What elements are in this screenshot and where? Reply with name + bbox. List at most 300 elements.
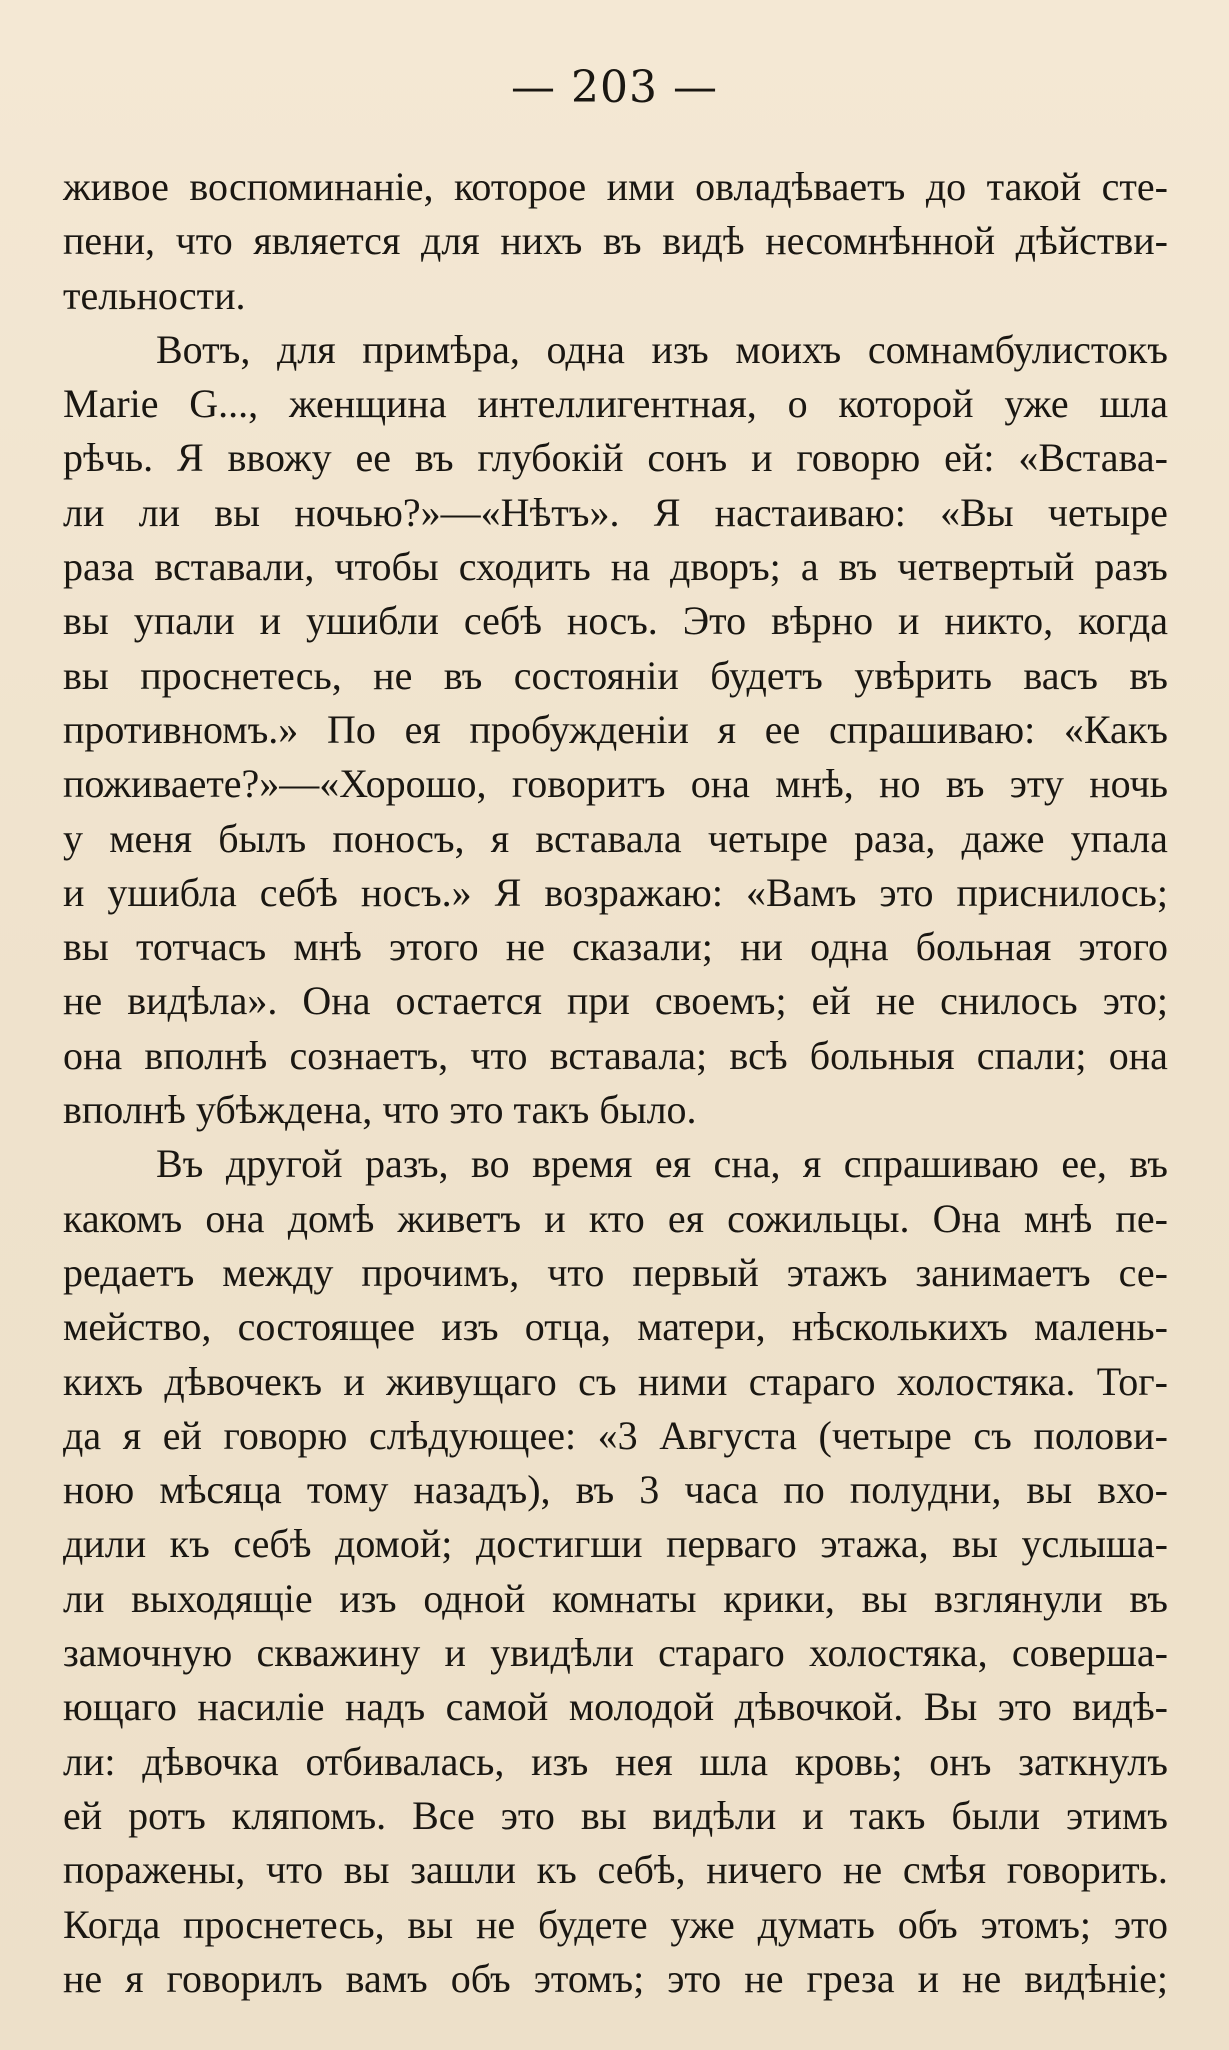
word: въ: [602, 218, 642, 264]
word: до: [925, 164, 967, 209]
word: такъ: [849, 1792, 926, 1838]
text-line: [63, 1898, 1168, 1952]
word: во: [470, 1141, 510, 1187]
text-line: [63, 214, 1168, 268]
word: это: [1113, 1901, 1168, 1947]
word: интеллигентная,: [477, 381, 757, 427]
word: вы: [952, 1521, 998, 1567]
word: домой;: [334, 1521, 453, 1567]
word: проснетесь,: [183, 1901, 385, 1947]
text-line: [63, 1680, 1168, 1734]
word: онъ: [929, 1738, 992, 1784]
word: сомнамбулистокъ: [867, 326, 1168, 372]
word: вставала: [535, 815, 682, 861]
word: ее,: [1061, 1141, 1107, 1187]
text-line: [63, 160, 1168, 214]
word: четыре: [707, 815, 828, 861]
word: мнѣ: [293, 924, 362, 970]
word: говорю: [223, 1412, 348, 1458]
word: ее: [355, 435, 392, 481]
word: въ: [443, 652, 483, 698]
word: раза,: [854, 815, 936, 861]
word: это: [449, 1087, 514, 1133]
text-line: [63, 486, 1168, 540]
word: ей: [63, 1792, 103, 1838]
word: васъ: [1023, 652, 1098, 698]
word: шла: [699, 1738, 769, 1784]
word: сонъ: [647, 435, 728, 481]
text-line: [63, 1192, 1168, 1246]
word: которое: [454, 164, 587, 209]
word: Она: [302, 978, 371, 1024]
word: замочную: [63, 1630, 233, 1676]
word: «Вы: [940, 489, 1014, 535]
word: къ: [169, 1521, 210, 1567]
word: настаиваю:: [714, 489, 906, 535]
body-text: [63, 160, 1168, 2006]
word: когда: [1078, 598, 1168, 644]
word: я: [802, 1141, 822, 1187]
word: сожильцы.: [727, 1195, 910, 1241]
word: но: [879, 761, 921, 807]
word: вы: [214, 489, 261, 535]
word: своемъ;: [654, 978, 787, 1024]
word: въ: [414, 435, 454, 481]
word: спрашиваю:: [828, 706, 1036, 752]
text-line: [63, 323, 1168, 377]
word: и: [259, 598, 281, 644]
word: зашли: [410, 1847, 516, 1893]
word: она: [205, 1195, 265, 1241]
word: комнаты: [552, 1575, 697, 1621]
word: проснетесь,: [140, 652, 342, 698]
word: видѣ-: [1072, 1684, 1168, 1730]
word: вы: [343, 1847, 390, 1893]
word: крики,: [723, 1575, 835, 1621]
word: вставали,: [154, 544, 315, 590]
word: для: [420, 218, 480, 264]
word: были: [951, 1792, 1040, 1838]
word: «Встава-: [1018, 435, 1168, 481]
word: вхо-: [1097, 1467, 1168, 1513]
word: редаетъ: [63, 1249, 195, 1295]
word: вы: [63, 924, 109, 970]
word: что: [547, 1249, 605, 1295]
word: вѣрно: [771, 598, 874, 644]
word: говорю: [796, 435, 921, 481]
word: кихъ: [63, 1358, 143, 1404]
word: вы: [63, 652, 109, 698]
word: занимаетъ: [915, 1249, 1091, 1295]
word: этого: [389, 924, 479, 970]
word: Тог-: [1096, 1358, 1168, 1404]
word: одна: [810, 924, 889, 970]
text-line: [63, 269, 1168, 323]
word: тельности.: [63, 272, 246, 318]
word: что: [470, 1032, 528, 1078]
text-line: [63, 1952, 1168, 2006]
word: въ: [575, 1467, 615, 1513]
word: этажа,: [820, 1521, 929, 1567]
word: изъ: [651, 326, 709, 372]
word: назадъ),: [413, 1467, 551, 1513]
word: Она: [932, 1195, 1001, 1241]
word: живетъ: [397, 1195, 522, 1241]
word: я: [490, 815, 510, 861]
word: она: [690, 761, 750, 807]
word: эту: [1009, 761, 1064, 807]
word: ей: [162, 1412, 202, 1458]
word: слѣдующее:: [368, 1412, 577, 1458]
text-line: [63, 1843, 1168, 1897]
word: сте-: [1101, 164, 1168, 209]
word: дворъ;: [670, 544, 781, 590]
word: ей: [811, 978, 851, 1024]
word: ея: [404, 706, 441, 752]
word: разъ: [1094, 544, 1168, 590]
word: состоящее: [237, 1304, 416, 1350]
word: убѣждена,: [195, 1087, 383, 1133]
word: она: [1108, 1032, 1168, 1078]
word: и: [802, 1792, 824, 1838]
word: выходящіе: [131, 1575, 313, 1621]
word: по: [783, 1467, 825, 1513]
word: никто,: [944, 598, 1054, 644]
word: пробужденіи: [469, 706, 689, 752]
word: Когда: [63, 1901, 161, 1947]
word: и: [343, 1358, 365, 1404]
word: нѣсколькихъ: [791, 1304, 1008, 1350]
word: тотчасъ: [135, 924, 267, 970]
word: для: [276, 326, 336, 372]
word: это: [667, 1955, 722, 2001]
text-line: [63, 1735, 1168, 1789]
word: ушибла: [107, 869, 237, 915]
word: этомъ;: [533, 1955, 645, 2001]
word: мнѣ,: [775, 761, 854, 807]
word: будете: [537, 1901, 648, 1947]
text-line: [63, 1626, 1168, 1680]
word: вы: [1026, 1467, 1073, 1513]
word: этажъ: [786, 1249, 888, 1295]
text-line: [63, 1246, 1168, 1300]
text-line: [63, 1137, 1168, 1191]
word: холостяка.: [896, 1358, 1076, 1404]
word: а: [800, 544, 819, 590]
word: въ: [1129, 652, 1168, 698]
word: мѣсяца: [159, 1467, 282, 1513]
word: остается: [395, 978, 542, 1024]
word: насиліе: [197, 1684, 325, 1730]
word: отца,: [524, 1304, 611, 1350]
word: (четыре: [818, 1412, 952, 1458]
word: одна: [546, 326, 625, 372]
word: и: [917, 1955, 940, 2001]
word: видѣніе;: [1024, 1955, 1168, 2001]
word: Я: [176, 435, 204, 481]
word: полови-: [1033, 1412, 1168, 1458]
word: у: [63, 815, 83, 861]
word: стараго: [748, 1358, 876, 1404]
word: полудни,: [849, 1467, 1002, 1513]
word: G...,: [189, 381, 259, 427]
text-line: [63, 1409, 1168, 1463]
word: моихъ: [735, 326, 842, 372]
word: уже: [670, 1901, 735, 1947]
word: ее: [764, 706, 801, 752]
word: Я: [494, 869, 522, 915]
word: въ: [1129, 1575, 1168, 1621]
word: дѣйстви-: [1015, 218, 1168, 264]
word: ввожу: [227, 435, 332, 481]
word: четыре: [1047, 489, 1168, 535]
word: малень-: [1034, 1304, 1168, 1350]
word: видѣли: [652, 1792, 777, 1838]
text-line: [63, 757, 1168, 811]
word: спрашиваю: [843, 1141, 1039, 1187]
word: нихъ: [500, 218, 583, 264]
text-line: [63, 1789, 1168, 1843]
word: примѣра,: [362, 326, 520, 372]
text-line: [63, 974, 1168, 1028]
word: о: [787, 381, 808, 427]
word: не: [475, 1901, 516, 1947]
page-number: — 203 —: [511, 62, 718, 113]
word: говорилъ: [166, 1955, 323, 2001]
word: ли: [63, 489, 105, 535]
word: ною: [63, 1467, 135, 1513]
word: объ: [450, 1955, 511, 2001]
word: чтобы: [334, 544, 439, 590]
word: поносъ,: [332, 815, 465, 861]
word: себѣ: [233, 1521, 312, 1567]
word: я: [122, 1412, 142, 1458]
text-line: [63, 1083, 1168, 1137]
word: мейство,: [63, 1304, 212, 1350]
word: молодой: [568, 1684, 715, 1730]
word: говоритъ: [511, 761, 666, 807]
word: носъ.: [566, 598, 658, 644]
word: упала: [1070, 815, 1168, 861]
word: да: [63, 1412, 102, 1458]
text-line: [63, 377, 1168, 431]
word: больная: [915, 924, 1052, 970]
text-line: [63, 703, 1168, 757]
word: меня: [109, 815, 193, 861]
word: поживаете?»—«Хорошо,: [63, 761, 487, 807]
word: я: [125, 1955, 144, 2001]
word: «Вамъ: [745, 869, 857, 915]
word: всѣ: [729, 1032, 788, 1078]
word: въ: [945, 761, 985, 807]
word: и: [544, 1195, 566, 1241]
word: которой: [838, 381, 974, 427]
word: достигши: [475, 1521, 643, 1567]
word: видѣла».: [127, 978, 278, 1024]
word: одной: [423, 1575, 526, 1621]
word: взглянули: [934, 1575, 1103, 1621]
word: не: [962, 1955, 1002, 2001]
word: вполнѣ: [144, 1032, 268, 1078]
word: это: [997, 1684, 1052, 1730]
word: вы: [861, 1575, 908, 1621]
word: въ: [1129, 1141, 1168, 1187]
word: не: [505, 924, 545, 970]
word: ротъ: [128, 1792, 206, 1838]
word: дѣвочка: [142, 1738, 279, 1784]
word: ничего: [706, 1847, 823, 1893]
word: возражаю:: [544, 869, 723, 915]
word: первый: [632, 1249, 759, 1295]
word: кровь;: [794, 1738, 903, 1784]
word: больныя: [809, 1032, 955, 1078]
word: изъ: [441, 1304, 499, 1350]
word: это: [879, 869, 934, 915]
word: стараго: [658, 1630, 785, 1676]
word: часа: [684, 1467, 759, 1513]
word: объ: [897, 1901, 958, 1947]
word: перваго: [666, 1521, 797, 1567]
word: разъ,: [364, 1141, 449, 1187]
word: холостяка,: [809, 1630, 988, 1676]
word: Я: [653, 489, 681, 535]
word: изъ: [531, 1738, 589, 1784]
word: такой: [986, 164, 1082, 209]
word: отбивалась,: [305, 1738, 505, 1784]
word: видѣ: [662, 218, 745, 264]
word: въ: [838, 544, 878, 590]
word: увѣрить: [854, 652, 992, 698]
word: раза: [63, 544, 135, 590]
word: на: [610, 544, 650, 590]
word: тому: [306, 1467, 389, 1513]
word: что: [382, 1087, 450, 1133]
word: «3: [597, 1412, 638, 1458]
word: является: [253, 218, 401, 264]
word: такъ: [513, 1087, 600, 1133]
word: даже: [961, 815, 1045, 861]
word: женщина: [288, 381, 447, 427]
word: не: [63, 1955, 103, 2001]
word: сходить: [458, 544, 591, 590]
word: это;: [1102, 978, 1168, 1024]
word: услыша-: [1021, 1521, 1168, 1567]
word: другой: [225, 1141, 343, 1187]
word: этомъ;: [980, 1901, 1092, 1947]
word: вполнѣ: [63, 1087, 196, 1133]
word: кляпомъ.: [231, 1792, 387, 1838]
text-line: [63, 540, 1168, 594]
word: какомъ: [63, 1195, 183, 1241]
word: рѣчь.: [63, 435, 154, 481]
word: ночью?»—«Нѣтъ».: [294, 489, 620, 535]
word: спали;: [976, 1032, 1087, 1078]
word: се-: [1118, 1249, 1168, 1295]
word: упали: [133, 598, 235, 644]
word: пе-: [1115, 1195, 1168, 1241]
word: будетъ: [710, 652, 823, 698]
word: поражены,: [63, 1847, 246, 1893]
word: не: [63, 978, 103, 1024]
word: не: [843, 1847, 883, 1893]
word: надъ: [344, 1684, 426, 1730]
word: ни: [740, 924, 783, 970]
text-line: [63, 1029, 1168, 1083]
word: съ: [578, 1358, 617, 1404]
word: Вотъ,: [156, 326, 251, 372]
word: заткнулъ: [1018, 1738, 1168, 1784]
word: вставала;: [549, 1032, 708, 1078]
word: домѣ: [287, 1195, 375, 1241]
word: ночь: [1089, 761, 1168, 807]
word: увидѣли: [490, 1630, 634, 1676]
word: не: [744, 1955, 784, 2001]
word: ли: [138, 489, 181, 535]
word: говорить.: [1006, 1847, 1168, 1893]
word: ли:: [63, 1738, 116, 1784]
text-line: [63, 594, 1168, 648]
word: противномъ.»: [63, 706, 299, 752]
word: четвертый: [897, 544, 1075, 590]
text-line: [63, 812, 1168, 866]
word: изъ: [339, 1575, 397, 1621]
word: приснилось;: [956, 869, 1168, 915]
word: сна,: [713, 1141, 781, 1187]
word: ушибли: [305, 598, 439, 644]
text-line: [63, 1355, 1168, 1409]
word: и: [444, 1630, 466, 1676]
word: овладѣваетъ: [695, 164, 906, 209]
word: нея: [615, 1738, 673, 1784]
word: дили: [63, 1521, 147, 1567]
word: этимъ: [1065, 1792, 1168, 1838]
word: себѣ: [463, 598, 542, 644]
word: живущаго: [386, 1358, 557, 1404]
word: дѣвочекъ: [164, 1358, 323, 1404]
word: былъ: [218, 815, 307, 861]
word: снилось: [940, 978, 1078, 1024]
word: Это: [682, 598, 747, 644]
word: и: [63, 869, 85, 915]
word: это: [500, 1792, 555, 1838]
word: я: [717, 706, 736, 752]
word: Въ: [156, 1141, 204, 1187]
text-line: [63, 431, 1168, 485]
word: было.: [599, 1087, 697, 1133]
word: ющаго: [63, 1684, 177, 1730]
word: вы: [407, 1901, 454, 1947]
word: ей:: [944, 435, 995, 481]
word: По: [327, 706, 376, 752]
word: глубокій: [477, 435, 624, 481]
word: несомнѣнной: [765, 218, 996, 264]
word: съ: [973, 1412, 1012, 1458]
text-line: [63, 866, 1168, 920]
word: она: [63, 1032, 123, 1078]
word: не: [875, 978, 916, 1024]
word: ими: [606, 164, 675, 209]
word: пени,: [63, 218, 155, 264]
word: Все: [412, 1792, 475, 1838]
word: греза: [806, 1955, 895, 2001]
word: что: [175, 218, 233, 264]
text-line: [63, 1572, 1168, 1626]
word: мнѣ: [1023, 1195, 1093, 1241]
word: къ: [536, 1847, 577, 1893]
word: время: [532, 1141, 633, 1187]
word: кто: [588, 1195, 645, 1241]
word: смѣя: [902, 1847, 987, 1893]
